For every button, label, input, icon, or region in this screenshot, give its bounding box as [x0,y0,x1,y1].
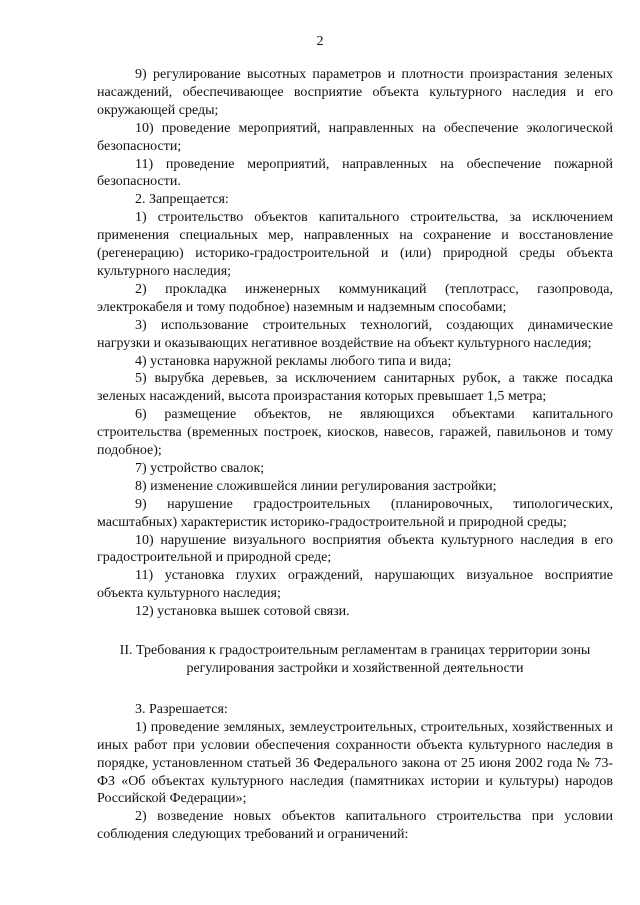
section-heading-line-1: II. Требования к градостроительным регламентам в границах территории зоны [119,643,591,659]
paragraph-prohibited-11: 11) установка глухих ограждений, нарушающих визуальное восприятие объекта культурного наследия; [97,568,613,602]
paragraph-prohibited-7: 7) устройство свалок; [135,460,265,476]
paragraph-prohibited-heading: 2. Запрещается: [135,192,229,208]
section-heading-line-2: регулирования застройки и хозяйственной деятельности [186,661,524,676]
paragraph-item-10-ecology: 10) проведение мероприятий, направленных на обеспечение экологической безопасности; [97,120,613,154]
paragraph-prohibited-5: 5) вырубка деревьев, за исключением санитарных рубок, а также посадка зеленых насаждений, высота произрастания которых превышает 1,5 метра; [97,371,613,405]
paragraph-prohibited-10: 10) нарушение визуального восприятия объекта культурного наследия в его градостроительной и природной среде; [97,532,613,566]
paragraph-prohibited-1: 1) строительство объектов капитального строительства, за исключением применения специальных мер, направленных на сохранение и восстановление (регенерацию) историко-градостроительной и (или) природной среды объекта культурного наследия; [97,210,613,279]
paragraph-item-9-regulation: 9) регулирование высотных параметров и плотности произрастания зеленых насаждений, обеспечивающее восприятие объекта культурного наследия и его окружающей среды; [97,67,613,118]
paragraph-permitted-1: 1) проведение земляных, землеустроительных, строительных, хозяйственных и иных работ при условии обеспечения сохранности объекта культурного наследия в порядке, установленном статьей 36 Федерального закона от 25 июня 2002 года № 73-ФЗ «Об объектах культурного наследия (памятниках истории и культуры) народов Российской Федерации»; [97,719,613,807]
document-body [97,66,613,844]
paragraph-prohibited-8: 8) изменение сложившейся линии регулирования застройки; [135,478,497,494]
paragraph-prohibited-4: 4) установка наружной рекламы любого типа и вида; [135,353,452,369]
paragraph-permitted-2: 2) возведение новых объектов капитального строительства при условии соблюдения следующих требований и ограничений: [97,809,613,843]
page-number: 2 [316,34,324,49]
paragraph-prohibited-6: 6) размещение объектов, не являющихся объектами капитального строительства (временных построек, киосков, навесов, гаражей, павильонов и тому подобное); [97,407,613,459]
paragraph-item-11-fire-safety: 11) проведение мероприятий, направленных на обеспечение пожарной безопасности. [97,156,613,190]
paragraph-permitted-heading: 3. Разрешается: [135,701,228,717]
paragraph-prohibited-9: 9) нарушение градостроительных (планировочных, типологических, масштабных) характеристик историко-градостроительной и природной среды; [97,496,613,530]
paragraph-prohibited-2: 2) прокладка инженерных коммуникаций (теплотрасс, газопровода, электрокабеля и тому подобное) наземным и надземным способами; [97,281,613,315]
section-heading [97,642,613,678]
paragraph-prohibited-3: 3) использование строительных технологий, создающих динамические нагрузки и оказывающих негативное воздействие на объект культурного наследия; [97,317,613,351]
paragraph-prohibited-12: 12) установка вышек сотовой связи. [135,604,350,620]
